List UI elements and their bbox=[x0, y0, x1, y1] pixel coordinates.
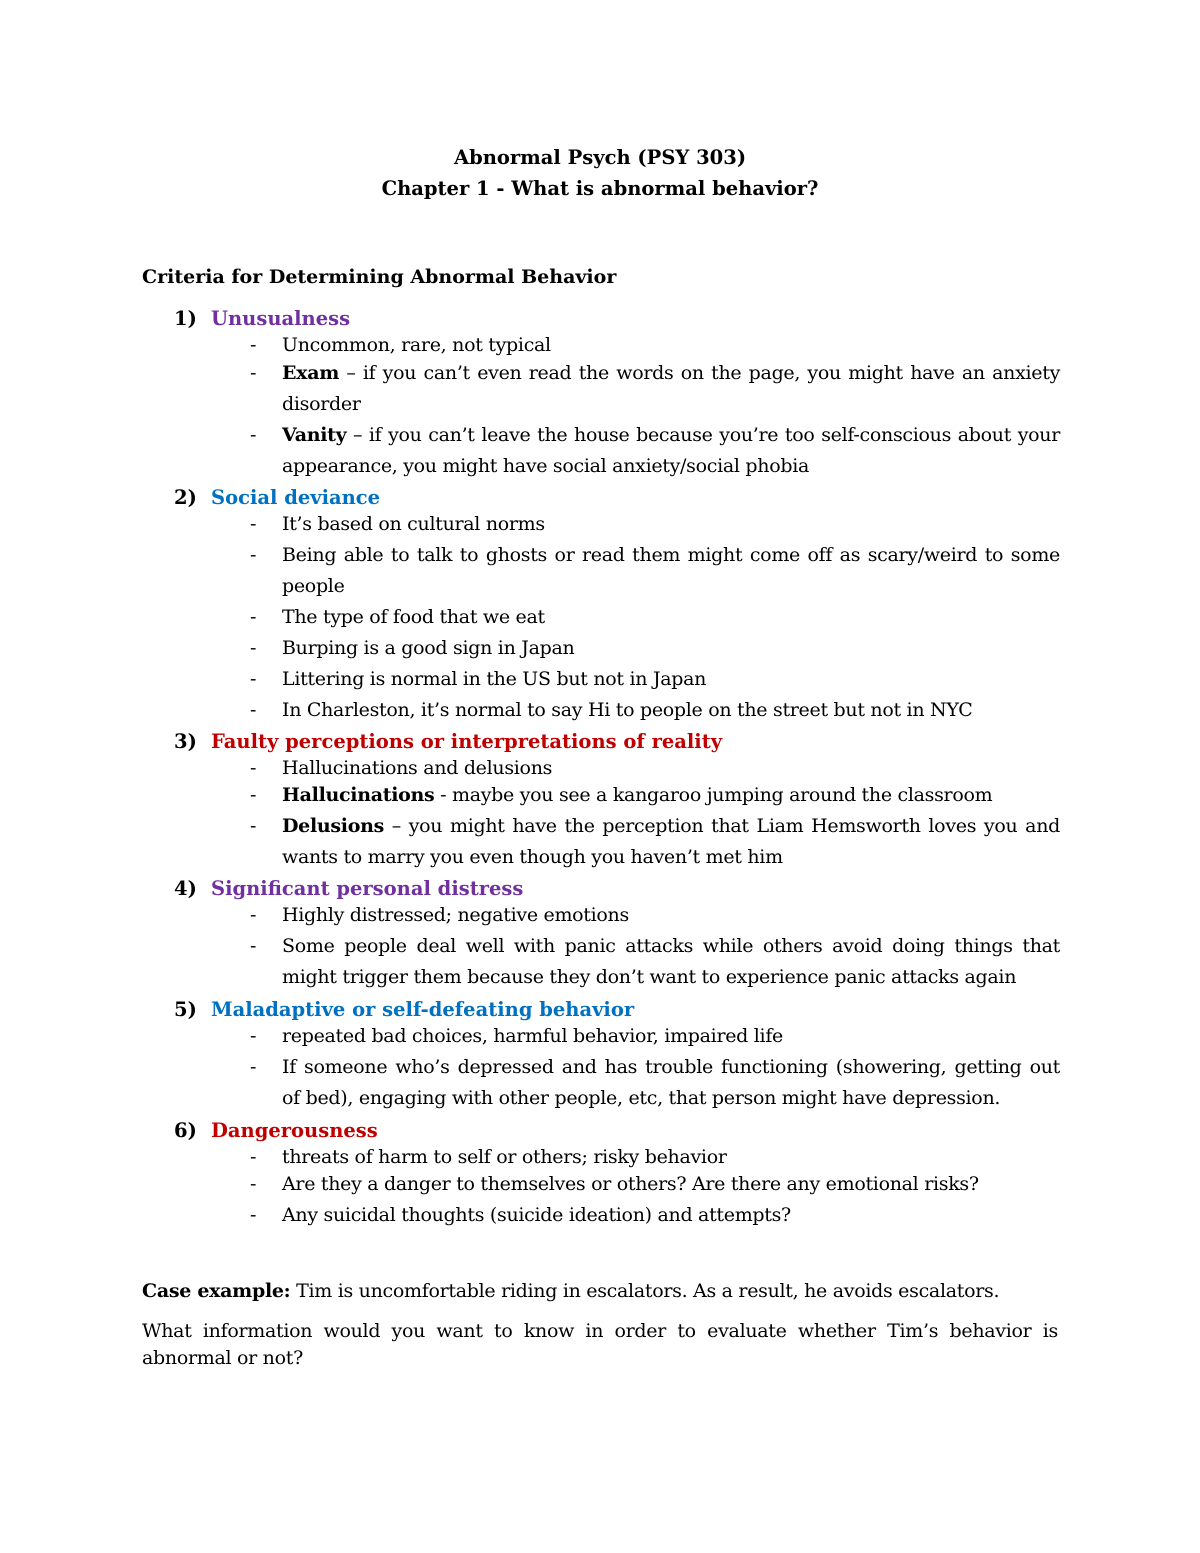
bullet-item bbox=[246, 540, 1060, 602]
section-heading: Criteria for Determining Abnormal Behavior bbox=[142, 266, 617, 288]
bullet-dash: - bbox=[250, 1056, 257, 1078]
bullet-item bbox=[246, 509, 1060, 540]
bullet-dash: - bbox=[250, 334, 257, 356]
bullet-dash: - bbox=[250, 815, 257, 837]
bullet-item bbox=[246, 695, 1060, 726]
bullet-item bbox=[246, 330, 1060, 361]
criterion-number: 5) bbox=[174, 998, 197, 1021]
bullet-text: In Charleston, it’s normal to say Hi to people on the street but not in NYC bbox=[282, 699, 973, 721]
bullet-item bbox=[246, 633, 1060, 664]
criterion-number: 3) bbox=[174, 730, 197, 753]
bullet-item bbox=[246, 1200, 1060, 1231]
bullet-text: The type of food that we eat bbox=[282, 606, 545, 628]
criterion-label: Maladaptive or self-defeating behavior bbox=[211, 998, 635, 1021]
bullet-dash: - bbox=[250, 757, 257, 779]
bullet-item bbox=[246, 900, 1060, 931]
document-title: Abnormal Psych (PSY 303) bbox=[453, 146, 747, 169]
bullet-text: Exam – if you can’t even read the words on the page, you might have an anxiety disorder bbox=[282, 362, 1060, 415]
bullet-item bbox=[246, 602, 1060, 633]
bullet-text: Delusions – you might have the perception that Liam Hemsworth loves you and wants to marry you even though you haven’t met him bbox=[282, 815, 1060, 868]
bullet-item bbox=[246, 811, 1060, 873]
bullet-item bbox=[246, 780, 1060, 811]
bullet-text: repeated bad choices, harmful behavior, impaired life bbox=[282, 1025, 784, 1047]
bullet-dash: - bbox=[250, 1204, 257, 1226]
criterion-heading bbox=[174, 730, 722, 754]
bullet-text: Are they a danger to themselves or others? Are there any emotional risks? bbox=[282, 1173, 979, 1195]
criterion-heading bbox=[174, 307, 350, 331]
bullet-item bbox=[246, 664, 1060, 695]
bullet-item bbox=[246, 358, 1060, 420]
criterion-number: 2) bbox=[174, 486, 197, 509]
criterion-label: Dangerousness bbox=[211, 1119, 378, 1142]
bullet-text: Being able to talk to ghosts or read them might come off as scary/weird to some people bbox=[282, 544, 1060, 597]
case-example-text: Tim is uncomfortable riding in escalators. As a result, he avoids escalators. bbox=[290, 1280, 1000, 1302]
criterion-number: 6) bbox=[174, 1119, 197, 1142]
criterion-heading bbox=[174, 877, 523, 901]
bullet-item bbox=[246, 1169, 1060, 1200]
bullet-item bbox=[246, 1052, 1060, 1114]
bullet-text: Burping is a good sign in Japan bbox=[282, 637, 575, 659]
criterion-heading bbox=[174, 486, 380, 510]
bullet-text: If someone who’s depressed and has trouble functioning (showering, getting out of bed), engaging with other people, etc, that person might have depression. bbox=[282, 1056, 1060, 1109]
bullet-dash: - bbox=[250, 513, 257, 535]
bullet-text: Littering is normal in the US but not in Japan bbox=[282, 668, 707, 690]
bullet-text: Highly distressed; negative emotions bbox=[282, 904, 629, 926]
bullet-item bbox=[246, 420, 1060, 482]
bullet-dash: - bbox=[250, 935, 257, 957]
bullet-dash: - bbox=[250, 362, 257, 384]
bullet-dash: - bbox=[250, 668, 257, 690]
bullet-text: threats of harm to self or others; risky behavior bbox=[282, 1146, 727, 1168]
bullet-item bbox=[246, 1021, 1060, 1052]
criterion-heading bbox=[174, 998, 634, 1022]
bullet-dash: - bbox=[250, 904, 257, 926]
criterion-number: 1) bbox=[174, 307, 197, 330]
bullet-dash: - bbox=[250, 1173, 257, 1195]
criterion-label: Social deviance bbox=[211, 486, 381, 509]
bullet-dash: - bbox=[250, 1025, 257, 1047]
bullet-text: Vanity – if you can’t leave the house because you’re too self-conscious about your appearance, you might have social anxiety/social phobia bbox=[282, 424, 1060, 477]
bullet-item bbox=[246, 931, 1060, 993]
bullet-text: Hallucinations and delusions bbox=[282, 757, 553, 779]
bullet-text: It’s based on cultural norms bbox=[282, 513, 545, 535]
bullet-text: Any suicidal thoughts (suicide ideation) and attempts? bbox=[282, 1204, 791, 1226]
criterion-number: 4) bbox=[174, 877, 197, 900]
bullet-dash: - bbox=[250, 1146, 257, 1168]
bullet-text: Uncommon, rare, not typical bbox=[282, 334, 551, 356]
bullet-dash: - bbox=[250, 544, 257, 566]
criterion-label: Significant personal distress bbox=[211, 877, 524, 900]
bullet-dash: - bbox=[250, 699, 257, 721]
question-paragraph: What information would you want to know in order to evaluate whether Tim’s behavior is abnormal or not? bbox=[142, 1320, 1058, 1369]
bullet-dash: - bbox=[250, 424, 257, 446]
bullet-text: Some people deal well with panic attacks while others avoid doing things that might trigger them because they don’t want to experience panic attacks again bbox=[282, 935, 1060, 988]
bullet-dash: - bbox=[250, 637, 257, 659]
document-subtitle: Chapter 1 - What is abnormal behavior? bbox=[381, 177, 819, 200]
criterion-label: Faulty perceptions or interpretations of reality bbox=[211, 730, 723, 753]
bullet-text: Hallucinations - maybe you see a kangaroo jumping around the classroom bbox=[282, 784, 993, 806]
bullet-dash: - bbox=[250, 784, 257, 806]
criterion-label: Unusualness bbox=[211, 307, 351, 330]
case-example bbox=[142, 1278, 1058, 1305]
case-example-label: Case example: bbox=[142, 1280, 291, 1302]
criterion-heading bbox=[174, 1119, 378, 1143]
bullet-dash: - bbox=[250, 606, 257, 628]
